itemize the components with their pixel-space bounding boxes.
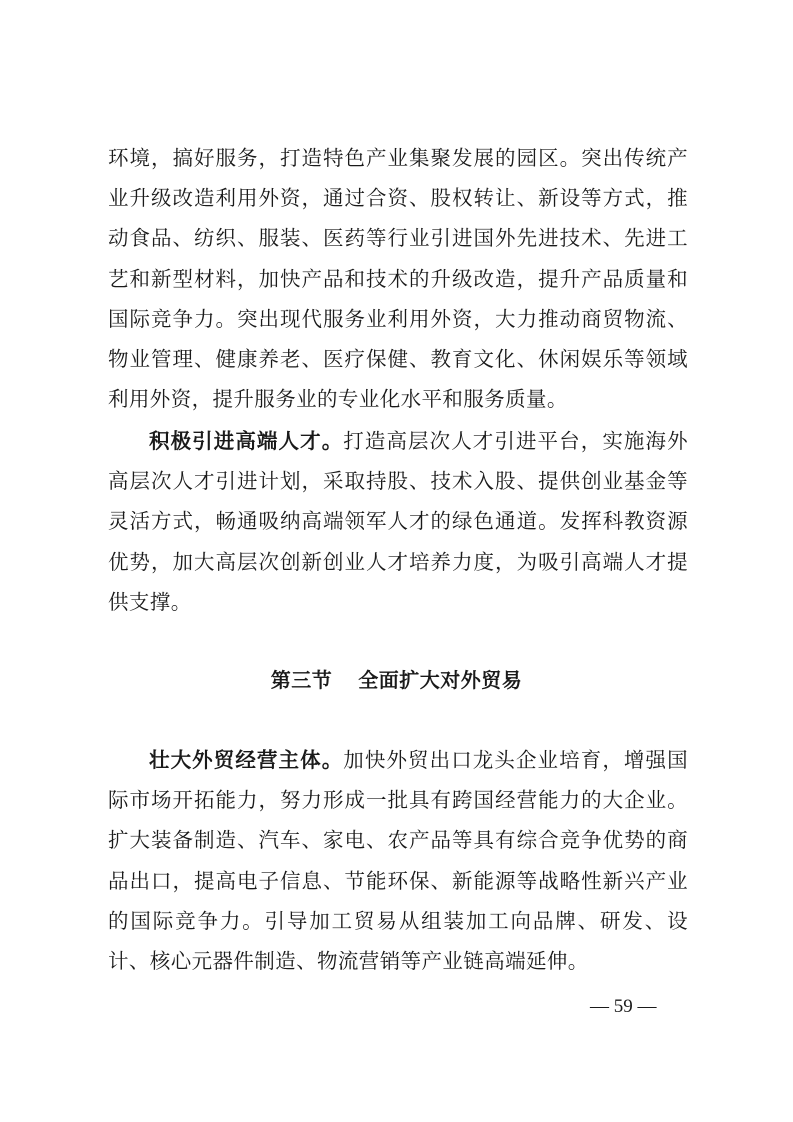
paragraph-lead-heading: 积极引进高端人才。	[149, 429, 344, 453]
paragraph-body: 环境，搞好服务，打造特色产业集聚发展的园区。突出传统产业升级改造利用外资，通过合资、股权转让、新设等方式，推动食品、纺织、服装、医药等行业引进国外先进技术、先进工艺和新型材料，加快产品和技术的升级改造，提升产品质量和国际竞争力。突出现代服务业利用外资，大力推动商贸物流、物业管理、健康养老、医疗保健、教育文化、休闲娱乐等领域利用外资，提升服务业的专业化水平和服务质量。	[108, 146, 688, 412]
paragraph-foreign-investment-continued	[108, 138, 688, 419]
section-heading	[0, 665, 793, 695]
paragraph-trade-entities	[108, 740, 688, 981]
page-number: — 59 —	[590, 996, 657, 1017]
paragraph-body: 加快外贸出口龙头企业培育，增强国际市场开拓能力，努力形成一批具有跨国经营能力的大企业。扩大装备制造、汽车、家电、农产品等具有综合竞争优势的商品出口，提高电子信息、节能环保、新能源等战略性新兴产业的国际竞争力。引导加工贸易从组装加工向品牌、研发、设计、核心元器件制造、物流营销等产业链高端延伸。	[108, 748, 688, 974]
section-title: 全面扩大对外贸易	[358, 668, 523, 692]
section-number: 第三节	[270, 668, 333, 692]
paragraph-high-end-talent	[108, 421, 688, 622]
paragraph-lead-heading: 壮大外贸经营主体。	[149, 748, 344, 772]
paragraph-body: 打造高层次人才引进平台，实施海外高层次人才引进计划，采取持股、技术入股、提供创业基金等灵活方式，畅通吸纳高端领军人才的绿色通道。发挥科教资源优势，加大高层次创新创业人才培养力度，为吸引高端人才提供支撑。	[108, 429, 688, 614]
